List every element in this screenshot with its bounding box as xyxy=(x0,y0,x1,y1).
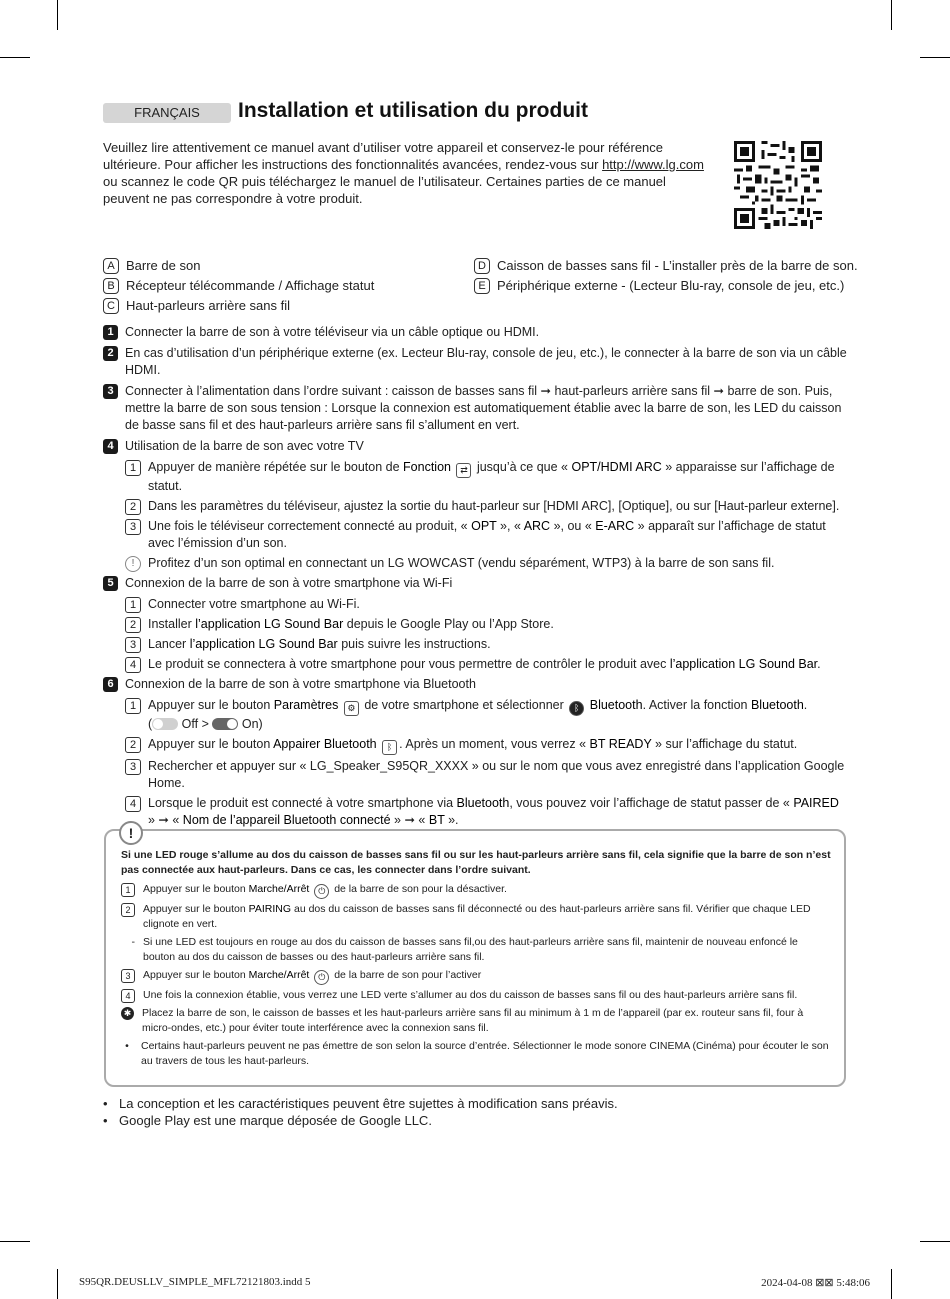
power-icon: ⏻ xyxy=(314,970,329,985)
crop-mark xyxy=(0,1241,30,1242)
step-6-sub-3: 3 Rechercher et appuyer sur « LG_Speaker_S95QR_XXXX » ou sur le nom que vous avez enregistré dans l’application Google Home. xyxy=(125,758,848,792)
step-5-sub-1: 1 Connecter votre smartphone au Wi-Fi. xyxy=(125,596,848,613)
crop-mark xyxy=(57,1269,58,1299)
bluetooth-pair-icon: ᛒ xyxy=(382,740,397,755)
settings-gear-icon: ⚙ xyxy=(344,701,359,716)
step-5-sub-4: 4 Le produit se connectera à votre smartphone pour vous permettre de contrôler le produit avec l’application LG Sound Bar. xyxy=(125,656,848,673)
step-4: 4 Utilisation de la barre de son avec votre TV xyxy=(103,438,848,455)
step-5: 5 Connexion de la barre de son à votre smartphone via Wi-Fi xyxy=(103,575,848,592)
crop-mark xyxy=(57,0,58,30)
crop-mark xyxy=(0,57,30,58)
step-6-sub-2: 2 Appuyer sur le bouton Appairer Bluetooth ᛒ . Après un moment, vous verrez « BT READY » sur l’affichage du statut. xyxy=(125,736,848,755)
note-icon: ! xyxy=(125,556,141,572)
step-1: 1 Connecter la barre de son à votre téléviseur via un câble optique ou HDMI. xyxy=(103,324,848,341)
list-item: • Certains haut-parleurs peuvent ne pas émettre de son selon la source d’entrée. Sélectionner le mode sonore CINEMA (Cinéma) pour écouter le son au travers de tous les haut-parleurs. xyxy=(125,1040,829,1067)
footer-timestamp: 2024-04-08 ⊠⊠ 5:48:06 xyxy=(761,1277,870,1289)
bottom-notes xyxy=(103,1095,618,1129)
list-item: 2 Appuyer sur le bouton PAIRING au dos du caisson de basses sans fil déconnecté ou des haut-parleurs arrière sans fil. Vérifier que chaque LED clignote en vert. xyxy=(121,902,831,932)
language-tab: FRANÇAIS xyxy=(103,103,231,123)
list-item: 4 Une fois la connexion établie, vous verrez une LED verte s’allumer au dos du caisson de basses sans fil ou des haut-parleurs arrière sans fil. xyxy=(121,988,831,1003)
lg-website-link[interactable]: http://www.lg.com xyxy=(602,157,704,172)
crop-mark xyxy=(891,1269,892,1299)
parts-list-left xyxy=(103,256,374,316)
warning-content xyxy=(121,848,831,1072)
list-item: C Haut-parleurs arrière sans fil xyxy=(103,296,374,316)
step-2: 2 En cas d’utilisation d’un périphérique externe (ex. Lecteur Blu-ray, console de jeu, etc.), le connecter à la barre de son via un câble HDMI. xyxy=(103,345,848,379)
step-6-sub-4: 4 Lorsque le produit est connecté à votre smartphone via Bluetooth, vous pouvez voir l’affichage de statut passer de « PAIRED » ➞ « Nom de l’appareil Bluetooth connecté » ➞ « BT ». xyxy=(125,795,848,829)
list-item: D Caisson de basses sans fil - L’installer près de la barre de son. xyxy=(474,256,858,276)
function-button-icon: ⇄ xyxy=(456,463,471,478)
qr-code-icon xyxy=(734,141,822,229)
step-3: 3 Connecter à l’alimentation dans l’ordre suivant : caisson de basses sans fil ➞ haut-parleurs arrière sans fil ➞ barre de son. Puis, mettre la barre de son sous tension : Lorsque la connexion est automatiquement établie avec la barre de son, les LED du caisson de basse sans fil et des haut-parleurs arrière sans fil s’allument en vert. xyxy=(103,383,848,434)
step-4-sub-1: 1 Appuyer de manière répétée sur le bouton de Fonction ⇄ jusqu’à ce que « OPT/HDMI ARC » apparaisse sur l’affichage de statut. xyxy=(125,459,848,495)
list-item: • La conception et les caractéristiques peuvent être sujettes à modification sans préavis. xyxy=(103,1096,618,1111)
list-item: A Barre de son xyxy=(103,256,374,276)
crop-mark xyxy=(891,0,892,30)
step-5-sub-2: 2 Installer l’application LG Sound Bar depuis le Google Play ou l’App Store. xyxy=(125,616,848,633)
list-item: 3 Appuyer sur le bouton Marche/Arrêt ⏻ de la barre de son pour l’activer xyxy=(121,968,831,985)
step-6: 6 Connexion de la barre de son à votre smartphone via Bluetooth xyxy=(103,676,848,693)
footer-filename: S95QR.DEUSLLV_SIMPLE_MFL72121803.indd 5 xyxy=(79,1276,311,1288)
list-item: E Périphérique externe - (Lecteur Blu-ray, console de jeu, etc.) xyxy=(474,276,858,296)
toggle-off-icon xyxy=(152,718,178,730)
instruction-steps xyxy=(103,324,848,832)
list-item: 1 Appuyer sur le bouton Marche/Arrêt ⏻ de la barre de son pour la désactiver. xyxy=(121,882,831,899)
list-item: ✱ Placez la barre de son, le caisson de basses et les haut-parleurs arrière sans fil au minimum à 1 m de l’appareil (par ex. routeur sans fil, four à micro-ondes, etc.) pour éviter toute interférence avec la connexion sans fil. xyxy=(121,1006,831,1036)
tip-icon: ✱ xyxy=(121,1007,134,1020)
step-4-note: ! Profitez d’un son optimal en connectant un LG WOWCAST (vendu séparément, WTP3) à la barre de son sans fil. xyxy=(125,555,848,572)
bluetooth-icon: ᛒ xyxy=(569,701,584,716)
crop-mark xyxy=(920,1241,950,1242)
page-title: Installation et utilisation du produit xyxy=(238,99,588,122)
toggle-on-icon xyxy=(212,718,238,730)
crop-mark xyxy=(920,57,950,58)
step-4-sub-2: 2 Dans les paramètres du téléviseur, ajustez la sortie du haut-parleur sur [HDMI ARC], [Optique], ou sur [Haut-parleur externe]. xyxy=(125,498,848,515)
list-item: - Si une LED est toujours en rouge au dos du caisson de basses sans fil,ou des haut-parleurs arrière sans fil, maintenir de nouveau enfoncé le bouton au dos du caisson de basses ou des haut-parleurs arrière sans fil. xyxy=(131,936,798,963)
parts-list-right xyxy=(474,256,858,296)
power-icon: ⏻ xyxy=(314,884,329,899)
list-item: B Récepteur télécommande / Affichage statut xyxy=(103,276,374,296)
warning-lead: Si une LED rouge s’allume au dos du caisson de basses sans fil ou sur les haut-parleurs arrière sans fil, cela signifie que la barre de son n’est pas connectée aux haut-parleurs. Dans ce cas, les connecter dans l’ordre suivant. xyxy=(121,849,831,876)
step-4-sub-3: 3 Une fois le téléviseur correctement connecté au produit, « OPT », « ARC », ou « E-ARC » apparaît sur l’affichage de statut avec l’émission d’un son. xyxy=(125,518,848,552)
warning-icon: ! xyxy=(119,821,143,845)
step-5-sub-3: 3 Lancer l’application LG Sound Bar puis suivre les instructions. xyxy=(125,636,848,653)
step-6-sub-1: 1 Appuyer sur le bouton Paramètres ⚙ de votre smartphone et sélectionner ᛒ Bluetooth. Activer la fonction Bluetooth. ( Off > On) xyxy=(125,697,848,733)
list-item: • Google Play est une marque déposée de Google LLC. xyxy=(103,1113,432,1128)
intro-paragraph: Veuillez lire attentivement ce manuel avant d’utiliser votre appareil et conservez-le pour référence ultérieure. Pour afficher les instructions des fonctionnalités avancées, rendez-vous sur http://www.lg.com ou scannez le code QR puis téléchargez le manuel de l’utilisateur. Certaines parties de ce manuel peuvent ne pas correspondre à votre produit. xyxy=(103,140,704,206)
